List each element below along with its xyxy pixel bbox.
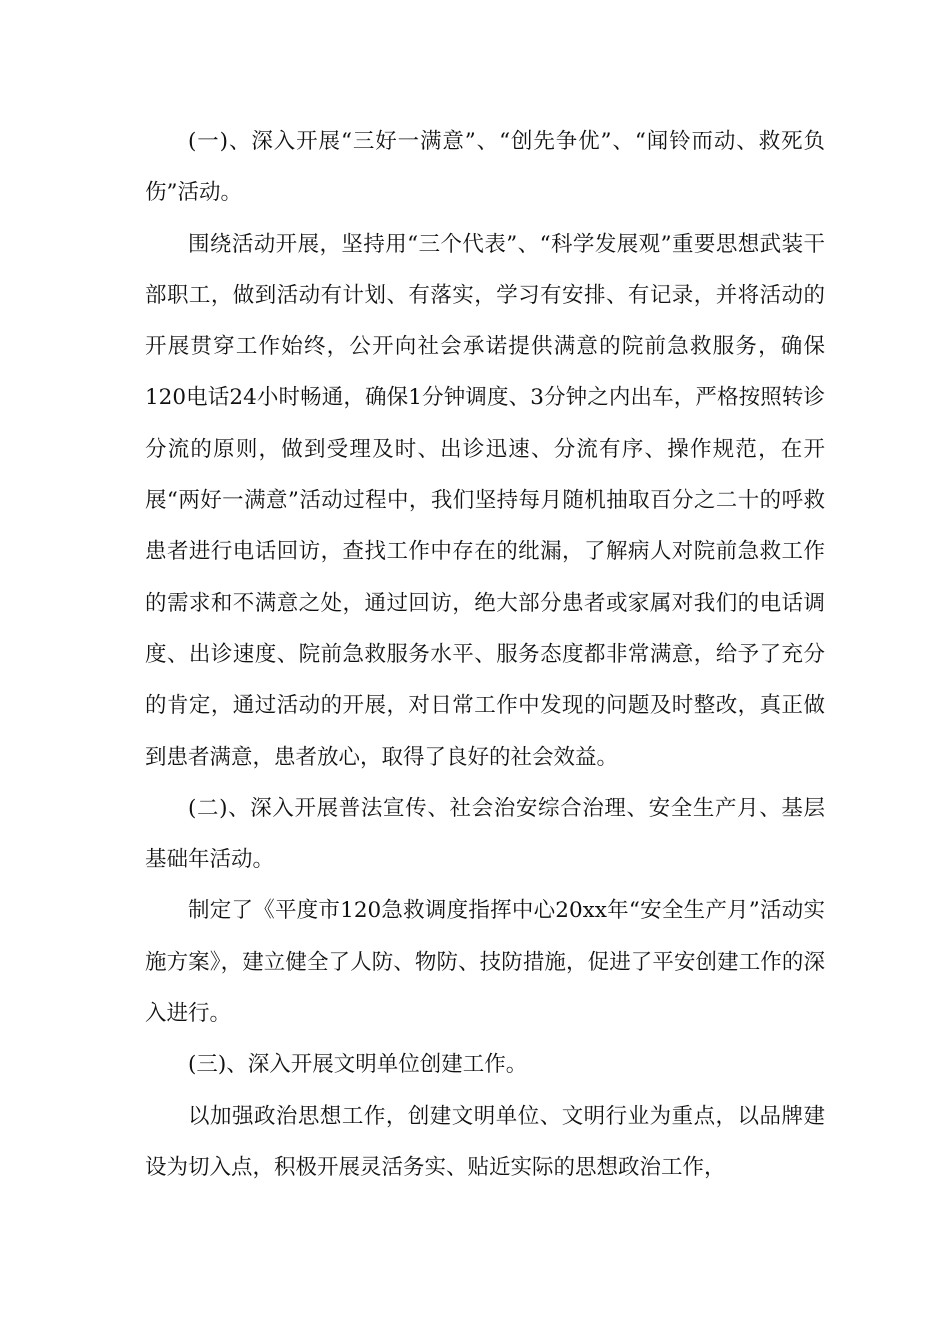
body-paragraph-3: 以加强政治思想工作，创建文明单位、文明行业为重点，以品牌建设为切入点，积极开展灵活务实、贴近实际的思想政治工作， — [145, 1103, 825, 1180]
body-paragraph-1: 围绕活动开展，坚持用“三个代表”、“科学发展观”重要思想武装干部职工，做到活动有计划、有落实，学习有安排、有记录，并将活动的开展贯穿工作始终，公开向社会承诺提供满意的院前急救服务，确保120电话24小时畅通，确保1分钟调度、3分钟之内出车，严格按照转诊分流的原则，做到受理及时、出诊迅速、分流有序、操作规范，在开展“两好一满意”活动过程中，我们坚持每月随机抽取百分之二十的呼救患者进行电话回访，查找工作中存在的纰漏，了解病人对院前急救工作的需求和不满意之处，通过回访，绝大部分患者或家属对我们的电话调度、出诊速度、院前急救服务水平、服务态度都非常满意，给予了充分的肯定，通过活动的开展，对日常工作中发现的问题及时整改，真正做到患者满意，患者放心，取得了良好的社会效益。 — [145, 231, 825, 770]
section-heading-3: (三)、深入开展文明单位创建工作。 — [188, 1052, 528, 1078]
section-heading-2: (二)、深入开展普法宣传、社会治安综合治理、安全生产月、基层基础年活动。 — [145, 795, 825, 873]
section-heading-1: (一)、深入开展“三好一满意”、“创先争优”、“闻铃而动、救死负伤”活动。 — [145, 129, 825, 206]
document-body — [145, 116, 825, 1193]
body-paragraph-2: 制定了《平度市120急救调度指挥中心20xx年“安全生产月”活动实施方案》，建立健全了人防、物防、技防措施，促进了平安创建工作的深入进行。 — [145, 898, 825, 1027]
